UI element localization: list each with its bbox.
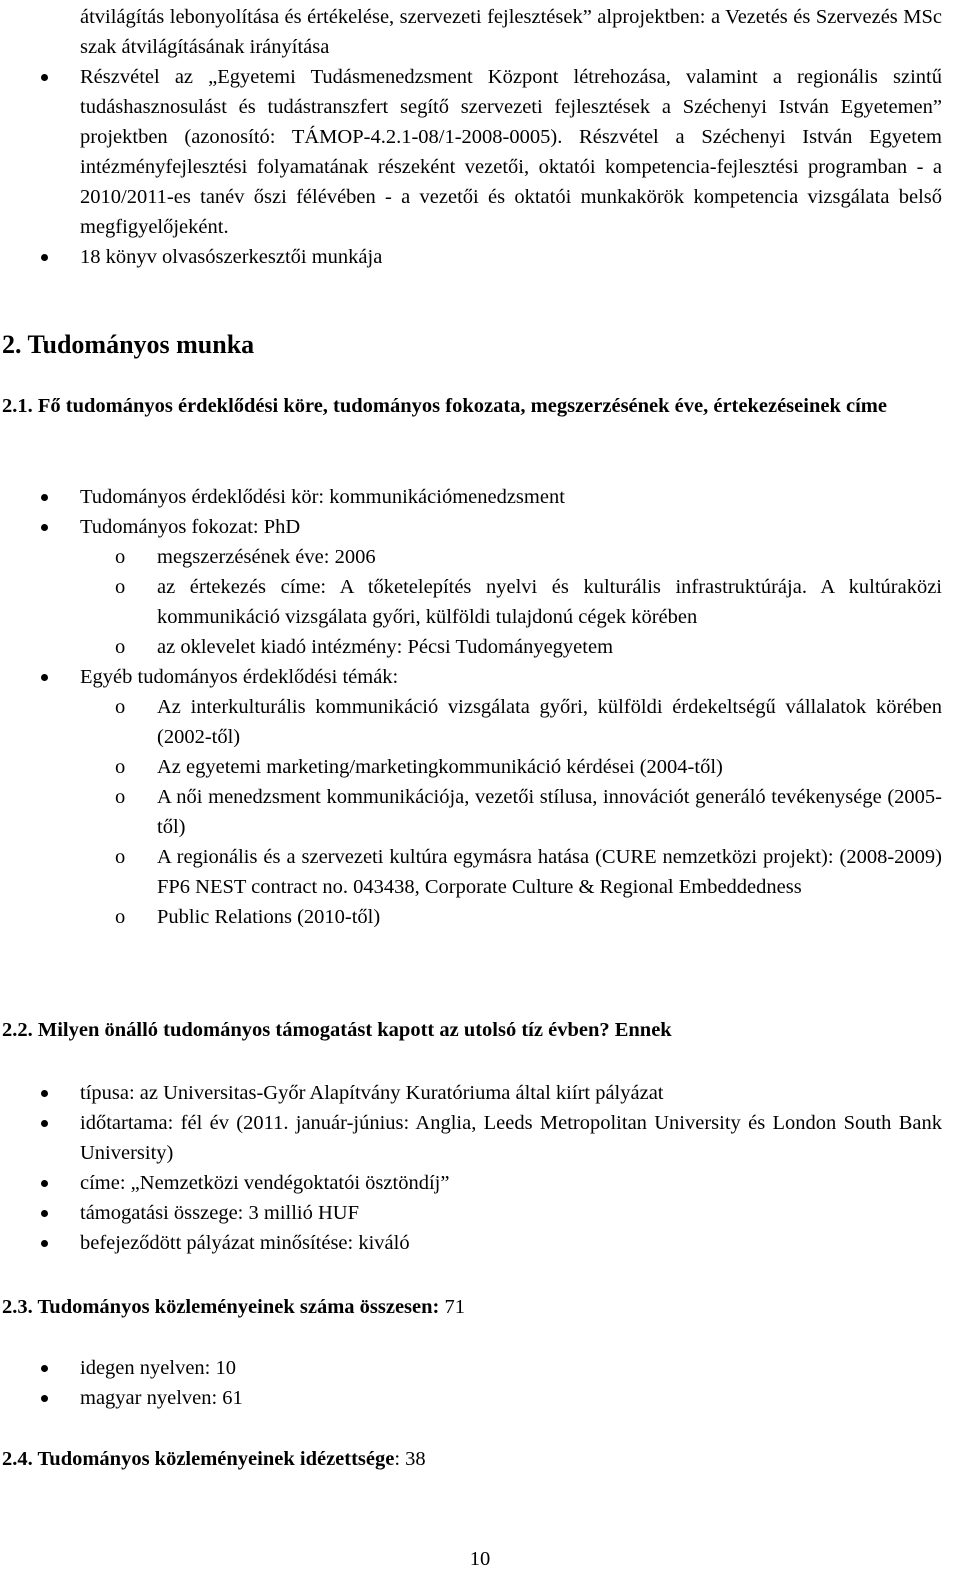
list-item: befejeződött pályázat minősítése: kiváló [0,1228,960,1258]
intro-list [0,62,960,272]
page-number: 10 [469,1548,491,1570]
bullet-icon [41,254,48,261]
section-2-2-heading: 2.2. Milyen önálló tudományos támogatást kapott az utolsó tíz évben? Ennek [2,1019,672,1041]
sub-list-item: o megszerzésének éve: 2006 [0,542,960,572]
circle-bullet-icon: o [115,756,126,778]
section-2-2-list [0,1078,960,1258]
section-2-2-heading-block [0,1015,960,1045]
list-item: Tudományos fokozat: PhD [0,512,960,542]
bullet-icon [41,524,48,531]
bullet-icon [41,1365,48,1372]
section-2-1-heading-block [0,391,960,421]
bullet-icon [41,74,48,81]
sub-list-item: o az értekezés címe: A tőketelepítés nyelvi és kulturális infrastruktúrája. A kultúraközi kommunikáció vizsgálata győri, külföldi tulajdonú cégek körében [0,572,960,632]
section-2-1-list-cont [0,662,960,692]
sub-list-item: o Az egyetemi marketing/marketingkommunikáció kérdései (2004-től) [0,752,960,782]
bullet-icon [41,1180,48,1187]
list-item: Tudományos érdeklődési kör: kommunikációmenedzsment [0,482,960,512]
bullet-icon [41,1210,48,1217]
sub-list-item: o az oklevelet kiadó intézmény: Pécsi Tudományegyetem [0,632,960,662]
circle-bullet-icon: o [115,846,126,868]
circle-bullet-icon: o [115,636,126,658]
section-title: 2. Tudományos munka [2,330,255,359]
sub-list-item: o Public Relations (2010-től) [0,902,960,932]
circle-bullet-icon: o [115,546,126,568]
publication-count: 71 [444,1296,465,1318]
section-2-3-heading: 2.3. Tudományos közleményeinek száma összesen: 71 [2,1296,465,1318]
section-2-3-heading-block [0,1292,960,1322]
intro-block [0,0,960,272]
sub-list-item: o Az interkulturális kommunikáció vizsgálata győri, külföldi érdekeltségű vállalatok körében (2002-től) [0,692,960,752]
bullet-icon [41,674,48,681]
section-2-4-heading-block [0,1444,960,1474]
section-2-3-list [0,1353,960,1413]
list-item: idegen nyelven: 10 [0,1353,960,1383]
citation-count: : 38 [394,1448,426,1470]
list-item: Részvétel az „Egyetemi Tudásmenedzsment Központ létrehozása, valamint a regionális szintű tudáshasznosulást és tudástranszfert segítő szervezeti fejlesztések a Széchenyi István Egyetemen” projektben (azonosító: TÁMOP-4.2.1-08/1-2008-0005). Részvétel a Széchenyi István Egyetem intézményfejlesztési folyamatának részeként vezetői, oktatói kompetencia-fejlesztési programban - a 2010/2011-es tanév őszi félévében - a vezetői és oktatói munkakörök kompetencia vizsgálata belső megfigyelőjeként. [0,62,960,242]
topics-sublist [0,692,960,932]
sub-list-item: o A regionális és a szervezeti kultúra egymásra hatása (CURE nemzetközi projekt): (2008-2009) FP6 NEST contract no. 043438, Corporate Culture & Regional Embeddedness [0,842,960,902]
bullet-icon [41,1090,48,1097]
sub-list-item: o A női menedzsment kommunikációja, vezetői stílusa, innovációt generáló tevékenysége (2005-től) [0,782,960,842]
list-item: 18 könyv olvasószerkesztői munkája [0,242,960,272]
list-item: időtartama: fél év (2011. január-június: Anglia, Leeds Metropolitan University és London South Bank University) [0,1108,960,1168]
list-item: címe: „Nemzetközi vendégoktatói ösztöndíj” [0,1168,960,1198]
bullet-icon [41,1395,48,1402]
section-2-1-list-block [0,482,960,932]
list-item: támogatási összege: 3 millió HUF [0,1198,960,1228]
section-2-1-heading: 2.1. Fő tudományos érdeklődési köre, tudományos fokozata, megszerzésének éve, értekezéseinek címe [2,395,887,417]
bullet-icon [41,494,48,501]
intro-continuation: átvilágítás lebonyolítása és értékelése, szervezeti fejlesztések” alprojektben: a Vezetés és Szervezés MSc szak átvilágításának irányítása [80,6,942,58]
list-item: típusa: az Universitas-Győr Alapítvány Kuratóriuma által kiírt pályázat [0,1078,960,1108]
bullet-icon [41,1240,48,1247]
section-2-4-heading: 2.4. Tudományos közleményeinek idézettsége: 38 [2,1448,426,1470]
list-item: Egyéb tudományos érdeklődési témák: [0,662,960,692]
list-item: magyar nyelven: 61 [0,1383,960,1413]
section-title-block [0,330,960,360]
section-2-3-list-block [0,1353,960,1413]
bullet-icon [41,1120,48,1127]
circle-bullet-icon: o [115,906,126,928]
section-2-2-list-block [0,1078,960,1258]
phd-sublist [0,542,960,662]
circle-bullet-icon: o [115,576,126,598]
circle-bullet-icon: o [115,696,126,718]
circle-bullet-icon: o [115,786,126,808]
section-2-1-list [0,482,960,542]
